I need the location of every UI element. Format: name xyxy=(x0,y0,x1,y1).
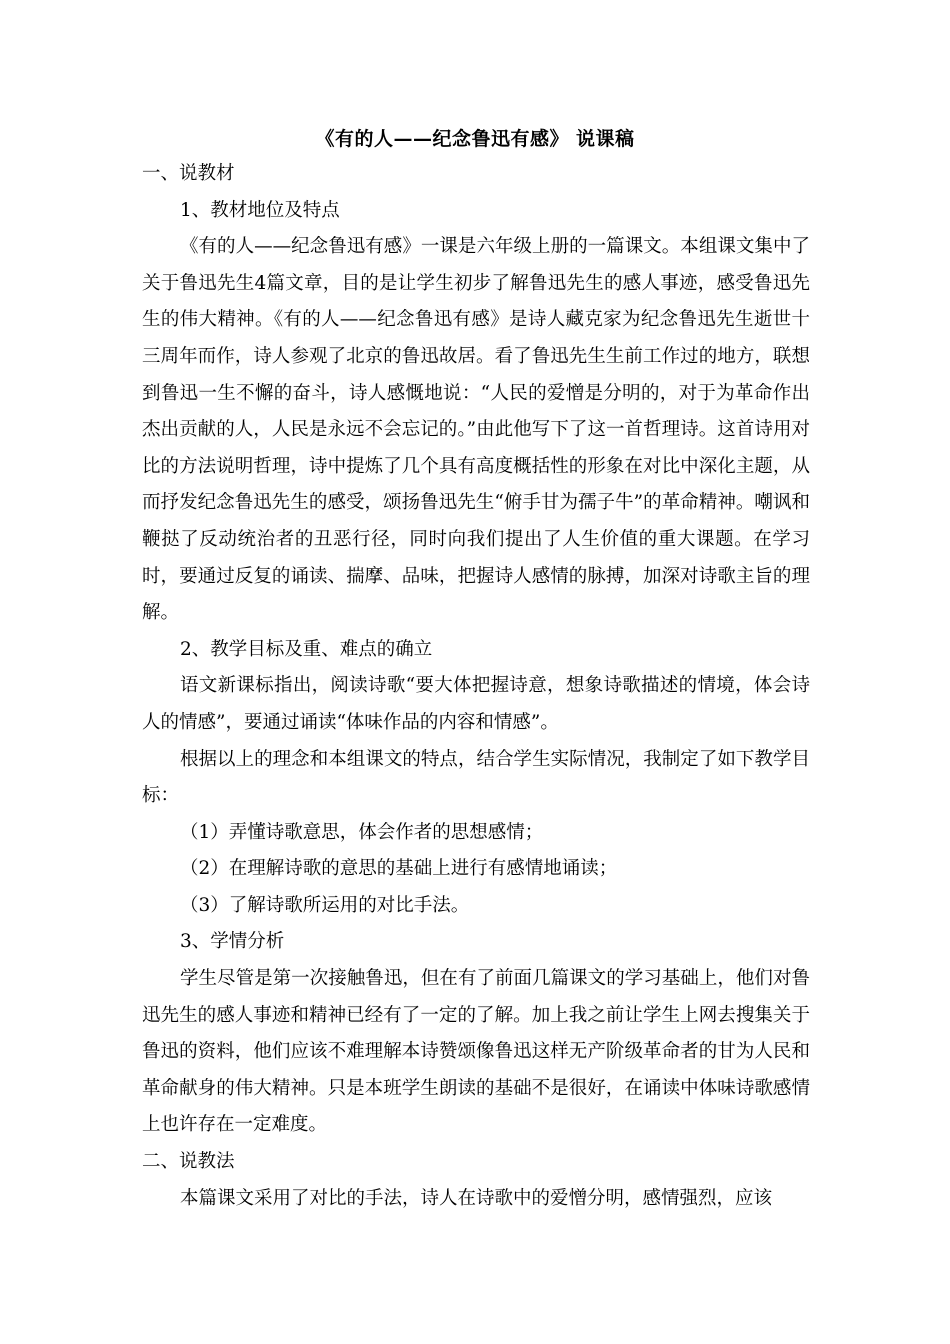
section-heading-teaching-material: 一、说教材 xyxy=(142,163,235,184)
subsection-heading-student-analysis: 3、学情分析 xyxy=(180,931,285,953)
subsection-heading-teaching-goals: 2、教学目标及重、难点的确立 xyxy=(180,638,433,660)
document-body xyxy=(142,156,810,1217)
subsection-heading-material-status: 1、教材地位及特点 xyxy=(180,199,340,221)
section-heading-teaching-method: 二、说教法 xyxy=(142,1151,235,1173)
goal-item-1: （1）弄懂诗歌意思，体会作者的思想感情； xyxy=(180,821,544,843)
paragraph-student-analysis: 学生尽管是第一次接触鲁迅，但在有了前面几篇课文的学习基础上，他们对鲁迅先生的感人事迹和精神已经有了一定的了解。加上我之前让学生上网去搜集关于鲁迅的资料，他们应该不难理解本诗赞颂像鲁迅这样无产阶级革命者的甘为人民和革命献身的伟大精神。只是本班学生朗读的基础不是很好，在诵读中体味诗歌感情上也许存在一定难度。 xyxy=(142,968,810,1136)
document-title: 《有的人——纪念鲁迅有感》 说课稿 xyxy=(315,128,635,150)
paragraph-material-description: 《有的人——纪念鲁迅有感》一课是六年级上册的一篇课文。本组课文集中了关于鲁迅先生4篇文章，目的是让学生初步了解鲁迅先生的感人事迹，感受鲁迅先生的伟大精神。《有的人——纪念鲁迅有感》是诗人藏克家为纪念鲁迅先生逝世十三周年而作，诗人参观了北京的鲁迅故居。看了鲁迅先生生前工作过的地方，联想到鲁迅一生不懈的奋斗，诗人感慨地说：“人民的爱憎是分明的，对于为革命作出杰出贡献的人，人民是永远不会忘记的。”由此他写下了这一首哲理诗。这首诗用对比的方法说明哲理，诗中提炼了几个具有高度概括性的形象在对比中深化主题，从而抒发纪念鲁迅先生的感受，颂扬鲁迅先生“俯手甘为孺子牛”的革命精神。嘲讽和鞭挞了反动统治者的丑恶行径，同时向我们提出了人生价值的重大课题。在学习时，要通过反复的诵读、揣摩、品味，把握诗人感情的脉搏，加深对诗歌主旨的理解。 xyxy=(142,236,810,624)
paragraph-curriculum-standard: 语文新课标指出，阅读诗歌“要大体把握诗意，想象诗歌描述的情境，体会诗人的情感”，要通过诵读“体味作品的内容和情感”。 xyxy=(142,675,810,733)
paragraph-teaching-method: 本篇课文采用了对比的手法，诗人在诗歌中的爱憎分明，感情强烈，应该 xyxy=(180,1187,773,1209)
paragraph-goal-intro: 根据以上的理念和本组课文的特点，结合学生实际情况，我制定了如下教学目标： xyxy=(142,748,810,807)
goal-item-2: （2）在理解诗歌的意思的基础上进行有感情地诵读； xyxy=(180,858,618,880)
goal-item-3: （3）了解诗歌所运用的对比手法。 xyxy=(180,894,470,916)
